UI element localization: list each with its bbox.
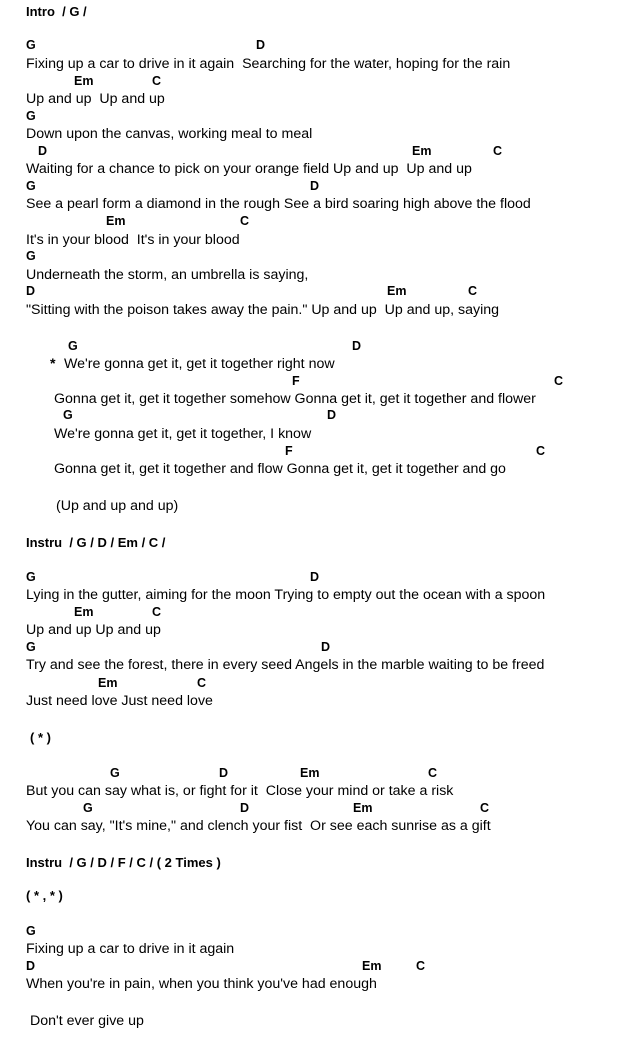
chord-label: C [152,74,162,88]
chord-label: G [26,570,36,584]
chord-label: C [152,605,162,619]
section-heading: Intro / G / [26,4,87,19]
lyric-line: Just need love Just need love [26,693,213,709]
lyric-line: It's in your blood It's in your blood [26,232,240,248]
lyric-line: Gonna get it, get it together and flow Gonna get it, get it together and go [54,461,506,477]
chord-label: D [26,959,36,973]
chord-label: D [240,801,250,815]
lyric-line: Fixing up a car to drive in it again Searching for the water, hoping for the rain [26,56,511,72]
chord-label: Em [74,605,94,619]
chord-label: Em [353,801,373,815]
chord-label: G [63,408,73,422]
chord-label: Em [412,144,432,158]
lyric-line: Down upon the canvas, working meal to meal [26,126,313,142]
lyric-line: Fixing up a car to drive in it again [26,941,235,957]
lyric-line: Up and up Up and up [26,91,165,107]
section-heading: ( * , * ) [26,888,63,903]
chord-label: C [428,766,438,780]
lyric-line: Try and see the forest, there in every seed Angels in the marble waiting to be freed [26,657,545,673]
chord-label: D [219,766,229,780]
chord-label: C [554,374,564,388]
lyric-line: We're gonna get it, get it together, I know [54,426,312,442]
lyric-line: When you're in pain, when you think you've had enough [26,976,377,992]
chord-label: Em [387,284,407,298]
chord-label: C [536,444,546,458]
chord-label: Em [98,676,118,690]
chord-label: D [256,38,266,52]
chord-label: D [321,640,331,654]
section-heading: ( * ) [30,730,51,745]
lyric-line: You can say, "It's mine," and clench your fist Or see each sunrise as a gift [26,818,491,834]
chorus-marker: * [50,356,56,372]
chord-label: D [38,144,48,158]
lyric-line: Gonna get it, get it together somehow Gonna get it, get it together and flower [54,391,536,407]
chord-label: C [197,676,207,690]
section-heading: Instru / G / D / F / C / ( 2 Times ) [26,855,221,870]
chord-label: C [480,801,490,815]
lyric-line: But you can say what is, or fight for it Close your mind or take a risk [26,783,454,799]
lyric-line: Waiting for a chance to pick on your orange field Up and up Up and up [26,161,472,177]
chord-label: C [493,144,503,158]
chord-label: G [110,766,120,780]
lyric-line: (Up and up and up) [56,498,179,514]
chord-label: C [240,214,250,228]
chord-label: C [468,284,478,298]
chord-label: G [26,179,36,193]
lyric-line: Up and up Up and up [26,622,161,638]
chord-label: C [416,959,426,973]
chord-label: D [310,570,320,584]
chord-label: G [83,801,93,815]
chord-label: G [26,249,36,263]
chord-label: Em [106,214,126,228]
lyric-line: See a pearl form a diamond in the rough See a bird soaring high above the flood [26,196,531,212]
chord-label: Em [362,959,382,973]
chord-label: G [68,339,78,353]
lyric-line: We're gonna get it, get it together right now [64,356,335,372]
chord-label: D [26,284,36,298]
chord-label: G [26,38,36,52]
chord-label: D [310,179,320,193]
chord-label: G [26,109,36,123]
chord-label: G [26,924,36,938]
section-heading: Instru / G / D / Em / C / [26,535,166,550]
chord-label: D [327,408,337,422]
chord-label: F [292,374,300,388]
chord-label: D [352,339,362,353]
lyric-line: Lying in the gutter, aiming for the moon Trying to empty out the ocean with a spoon [26,587,546,603]
lyric-line: Underneath the storm, an umbrella is saying, [26,267,309,283]
chord-label: Em [300,766,320,780]
lyric-line: Don't ever give up [30,1013,144,1029]
chord-label: F [285,444,293,458]
lyric-line: "Sitting with the poison takes away the pain." Up and up Up and up, saying [26,302,500,318]
chord-label: Em [74,74,94,88]
chord-label: G [26,640,36,654]
